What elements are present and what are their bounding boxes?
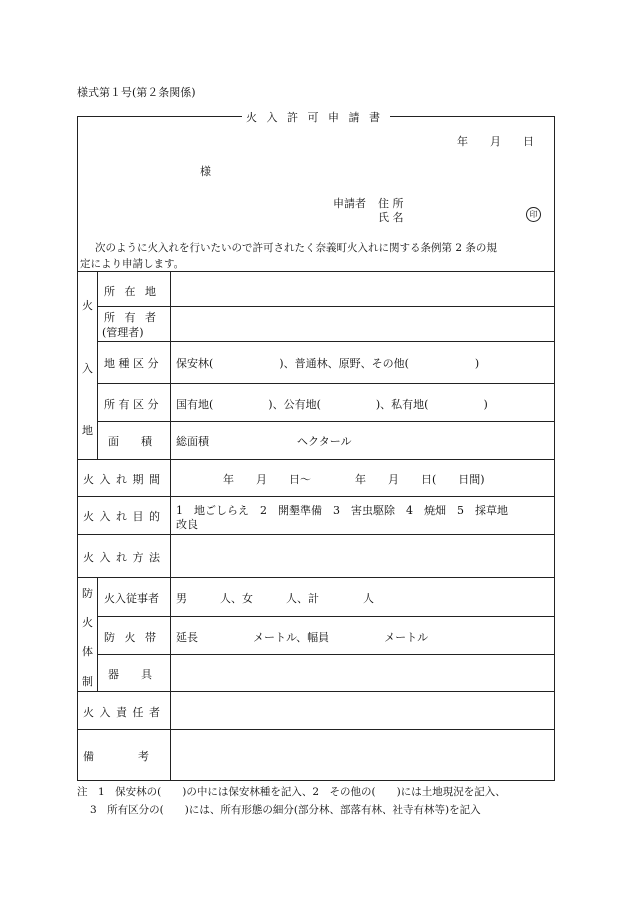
group-column-divider	[97, 577, 98, 691]
group-fire-site-char-1: 火	[82, 299, 93, 312]
firebreak-value: 延長 メートル、幅員 メートル	[176, 631, 429, 644]
row-divider	[97, 306, 555, 307]
ownership-label: 所 有 区 分	[104, 398, 159, 411]
top-border-left	[77, 116, 242, 117]
row-divider	[97, 341, 555, 342]
statement-line-1: 次のように火入れを行いたいので許可されたく奈義町火入れに関する条例第 2 条の規	[95, 242, 497, 254]
name-label: 氏 名	[378, 211, 404, 224]
top-border-right	[390, 116, 555, 117]
method-label: 火 入 れ 方 法	[83, 551, 161, 564]
row-divider	[77, 729, 555, 730]
row-divider	[77, 534, 555, 535]
workers-value: 男 人、女 人、計 人	[176, 592, 374, 605]
group-fire-prevention-char-3: 体	[82, 645, 93, 658]
group-fire-site-char-3: 地	[82, 424, 93, 437]
addressee-suffix: 様	[200, 165, 211, 178]
form-number: 様式第１号(第２条関係)	[77, 86, 196, 99]
purpose-value-line-2: 改良	[176, 518, 198, 531]
owner-sublabel: (管理者)	[102, 326, 144, 339]
date-line: 年 月 日	[457, 135, 534, 148]
group-column-divider	[97, 271, 98, 459]
row-divider	[77, 271, 555, 272]
row-divider	[77, 691, 555, 692]
owner-label: 所 有 者	[104, 311, 159, 324]
ownership-value: 国有地( )、公有地( )、私有地( )	[176, 398, 488, 411]
form-title: 火 入 許 可 申 請 書	[246, 111, 383, 124]
row-divider	[97, 654, 555, 655]
row-divider	[97, 383, 555, 384]
row-divider	[77, 577, 555, 578]
equipment-label: 器 具	[108, 668, 152, 681]
period-value: 年 月 日〜 年 月 日( 日間)	[223, 473, 485, 486]
group-fire-prevention-char-1: 防	[82, 587, 93, 600]
period-label: 火 入 れ 期 間	[83, 473, 161, 486]
seal-icon: 印	[526, 207, 541, 222]
land-type-label: 地 種 区 分	[104, 357, 159, 370]
note-line-2: 3 所有区分の( )には、所有形態の細分(部分林、部落有林、社寺有林等)を記入	[90, 804, 481, 816]
workers-label: 火入従事者	[104, 592, 159, 605]
row-divider	[97, 616, 555, 617]
row-divider	[77, 459, 555, 460]
location-label: 所 在 地	[104, 285, 159, 298]
group-fire-prevention-char-4: 制	[82, 675, 93, 688]
row-divider	[77, 496, 555, 497]
note-line-1: 注 1 保安林の( )の中には保安林種を記入、2 その他の( )には土地現況を記入、	[77, 786, 506, 798]
label-column-divider	[170, 271, 171, 781]
purpose-label: 火 入 れ 目 的	[83, 510, 161, 523]
group-fire-prevention-char-2: 火	[82, 616, 93, 629]
group-fire-site-char-2: 入	[82, 362, 93, 375]
purpose-value-line-1: 1 地ごしらえ 2 開墾準備 3 害虫駆除 4 焼畑 5 採草地	[176, 504, 508, 517]
address-label: 住 所	[378, 197, 404, 210]
firebreak-label: 防 火 帯	[104, 631, 159, 644]
statement-line-2: 定により申請します。	[80, 258, 185, 270]
remarks-label: 備 考	[83, 750, 149, 763]
land-type-value: 保安林( )、普通林、原野、その他( )	[176, 357, 480, 370]
applicant-label: 申請者	[333, 197, 366, 210]
row-divider	[97, 421, 555, 422]
responsible-label: 火 入 責 任 者	[83, 706, 161, 719]
area-value: 総面積 ヘクタール	[176, 435, 352, 448]
area-label: 面 積	[108, 435, 152, 448]
